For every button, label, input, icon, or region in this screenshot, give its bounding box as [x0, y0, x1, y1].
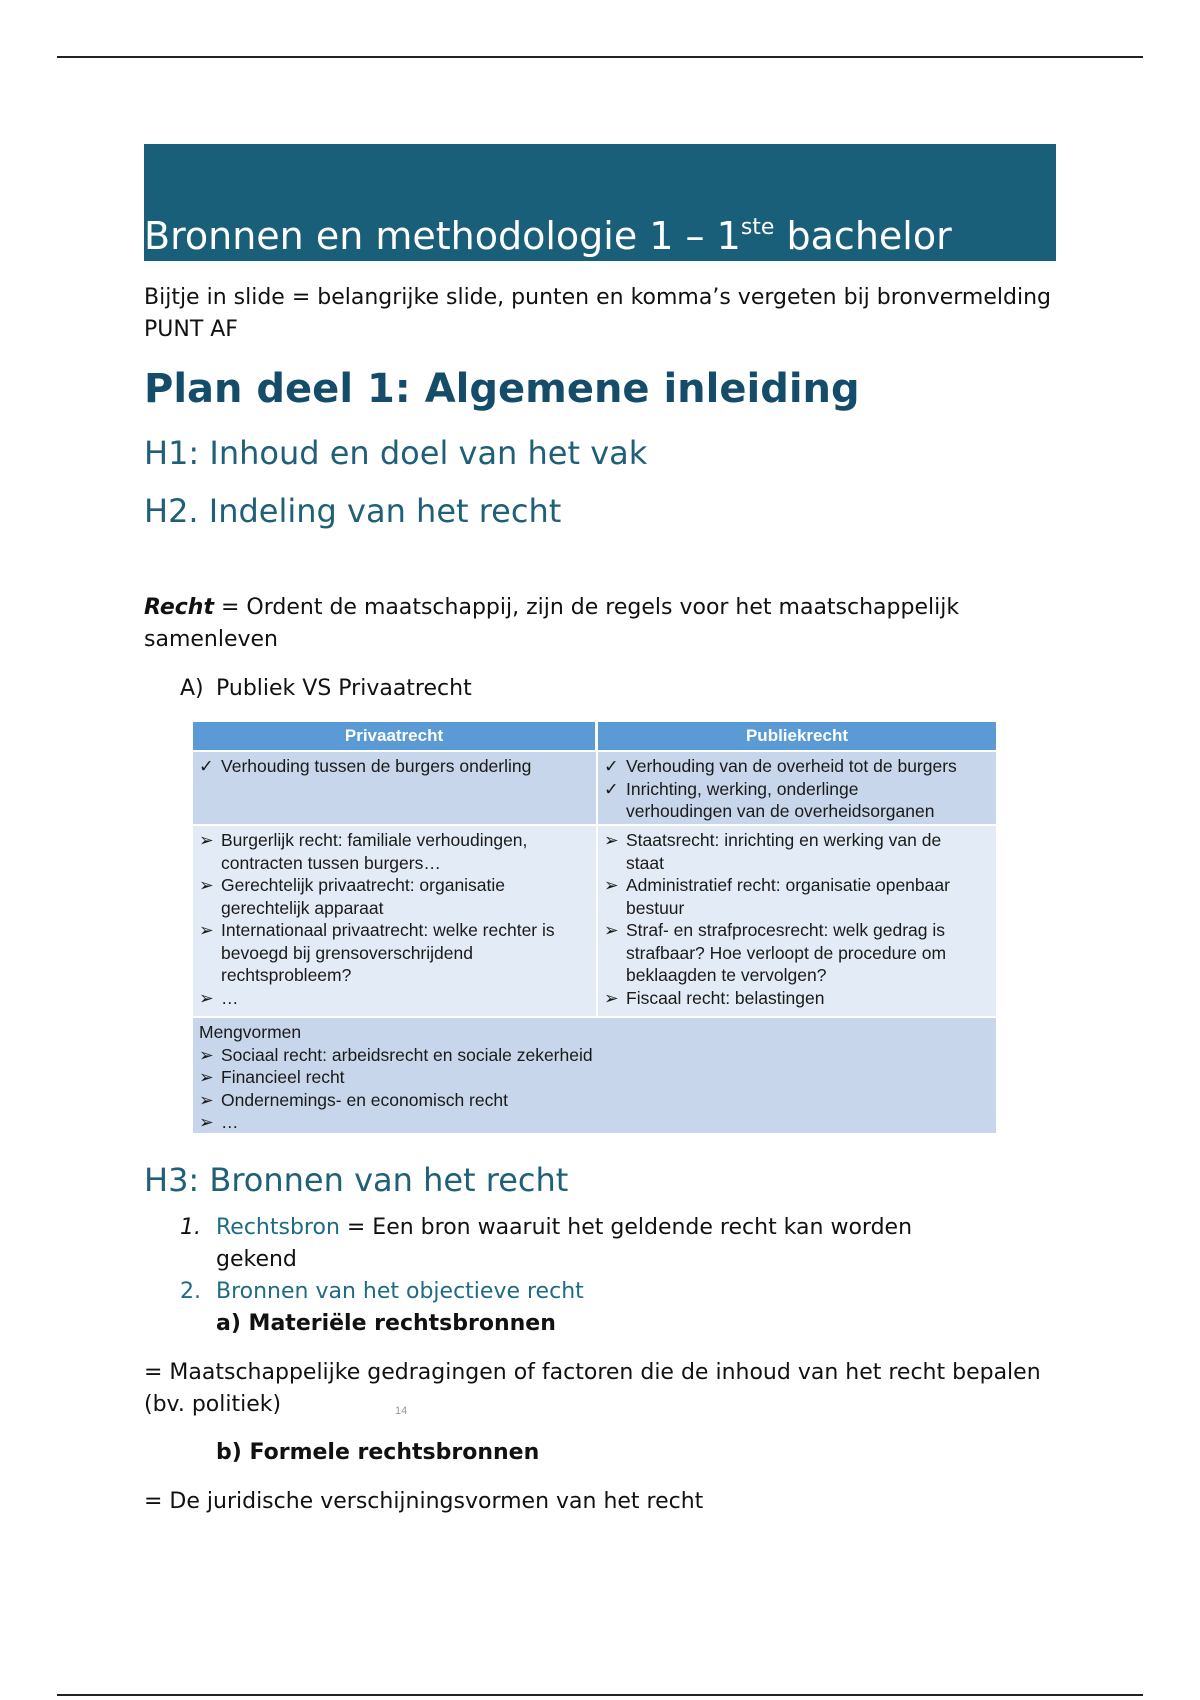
mixed-item: ➢ Sociaal recht: arbeidsrecht en sociale zekerheid [199, 1044, 593, 1065]
col1-item-cont: bevoegd bij grensoverschrijdend [221, 942, 473, 963]
col2-def-line: verhoudingen van de overheidsorganen [626, 801, 935, 821]
col1-item-cont: contracten tussen burgers… [221, 852, 441, 873]
publiekrecht-definition-cell [598, 752, 996, 824]
col2-item: ➢ Straf- en strafprocesrecht: welk gedrag is [604, 920, 946, 940]
slide-page-number: 14 [395, 1405, 408, 1417]
recht-definition: Recht = Ordent de maatschappij, zijn de regels voor het maatschappelijk samenleven [144, 595, 960, 652]
col1-def-line: ✓ Verhouding tussen de burgers onderling [199, 756, 532, 776]
h2-heading: H2. Indeling van het recht [144, 492, 562, 530]
recht-term: Recht [144, 595, 214, 620]
list-item-1-cont: gekend [216, 1247, 297, 1272]
bottom-rule [57, 1694, 1143, 1696]
mixed-item: ➢ Ondernemings- en economisch recht [199, 1089, 508, 1110]
h1-heading: H1: Inhoud en doel van het vak [144, 434, 648, 472]
col2-item: ➢ Fiscaal recht: belastingen [604, 987, 825, 1008]
col2-item-cont: bestuur [626, 897, 685, 918]
col2-item: ➢ Staatsrecht: inrichting en werking van de [604, 830, 942, 850]
col2-item-cont: staat [626, 852, 664, 873]
document-title: Bronnen en methodologie 1 – 1ste bachelor [144, 214, 952, 258]
col2-def-line: ✓ Inrichting, werking, onderlinge [604, 778, 859, 799]
rechtsbron-term: Rechtsbron [216, 1215, 340, 1240]
h3-heading: H3: Bronnen van het recht [144, 1161, 569, 1199]
col1-item: ➢ … [199, 987, 239, 1008]
mixed-item: ➢ … [199, 1112, 239, 1132]
col1-item-cont: rechtsprobleem? [221, 965, 352, 985]
privaatrecht-definition-cell [193, 752, 596, 824]
col1-item: ➢ Burgerlijk recht: familiale verhoudingen, [199, 830, 528, 850]
intro-note: Bijtje in slide = belangrijke slide, punten en komma’s vergeten bij bronvermelding PUNT AF [144, 285, 1051, 342]
materieel-definition: = Maatschappelijke gedragingen of factoren die de inhoud van het recht bepalen (bv. politiek) [144, 1360, 1041, 1417]
top-rule [57, 56, 1143, 58]
sub-heading-a: A) Publiek VS Privaatrecht [180, 676, 472, 701]
col1-item: ➢ Gerechtelijk privaatrecht: organisatie [199, 875, 506, 895]
col2-def-line: ✓ Verhouding van de overheid tot de burgers [604, 756, 957, 776]
sub-heading-materieel: a) Materiële rechtsbronnen [216, 1311, 556, 1336]
publiekrecht-items-cell [598, 826, 996, 1016]
privaatrecht-items-cell [193, 826, 596, 1016]
sub-heading-formeel: b) Formele rechtsbronnen [216, 1440, 540, 1465]
col2-item-cont: strafbaar? Hoe verloopt de procedure om [626, 942, 947, 963]
col2-item-cont: beklaagden te vervolgen? [626, 965, 827, 985]
list-item-1: 1. Rechtsbron = Een bron waaruit het geldende recht kan worden [180, 1215, 913, 1240]
privaatrecht-header: Privaatrecht [193, 722, 595, 750]
list-item-2: 2. Bronnen van het objectieve recht [180, 1279, 584, 1304]
mengvormen-title: Mengvormen [199, 1022, 302, 1042]
plan-heading: Plan deel 1: Algemene inleiding [144, 366, 860, 412]
col1-item: ➢ Internationaal privaatrecht: welke rechter is [199, 920, 555, 940]
col1-item-cont: gerechtelijk apparaat [221, 897, 384, 918]
formeel-definition: = De juridische verschijningsvormen van het recht [144, 1489, 704, 1514]
col2-item: ➢ Administratief recht: organisatie openbaar [604, 875, 950, 895]
publiekrecht-header: Publiekrecht [598, 722, 996, 750]
mixed-item: ➢ Financieel recht [199, 1067, 345, 1087]
